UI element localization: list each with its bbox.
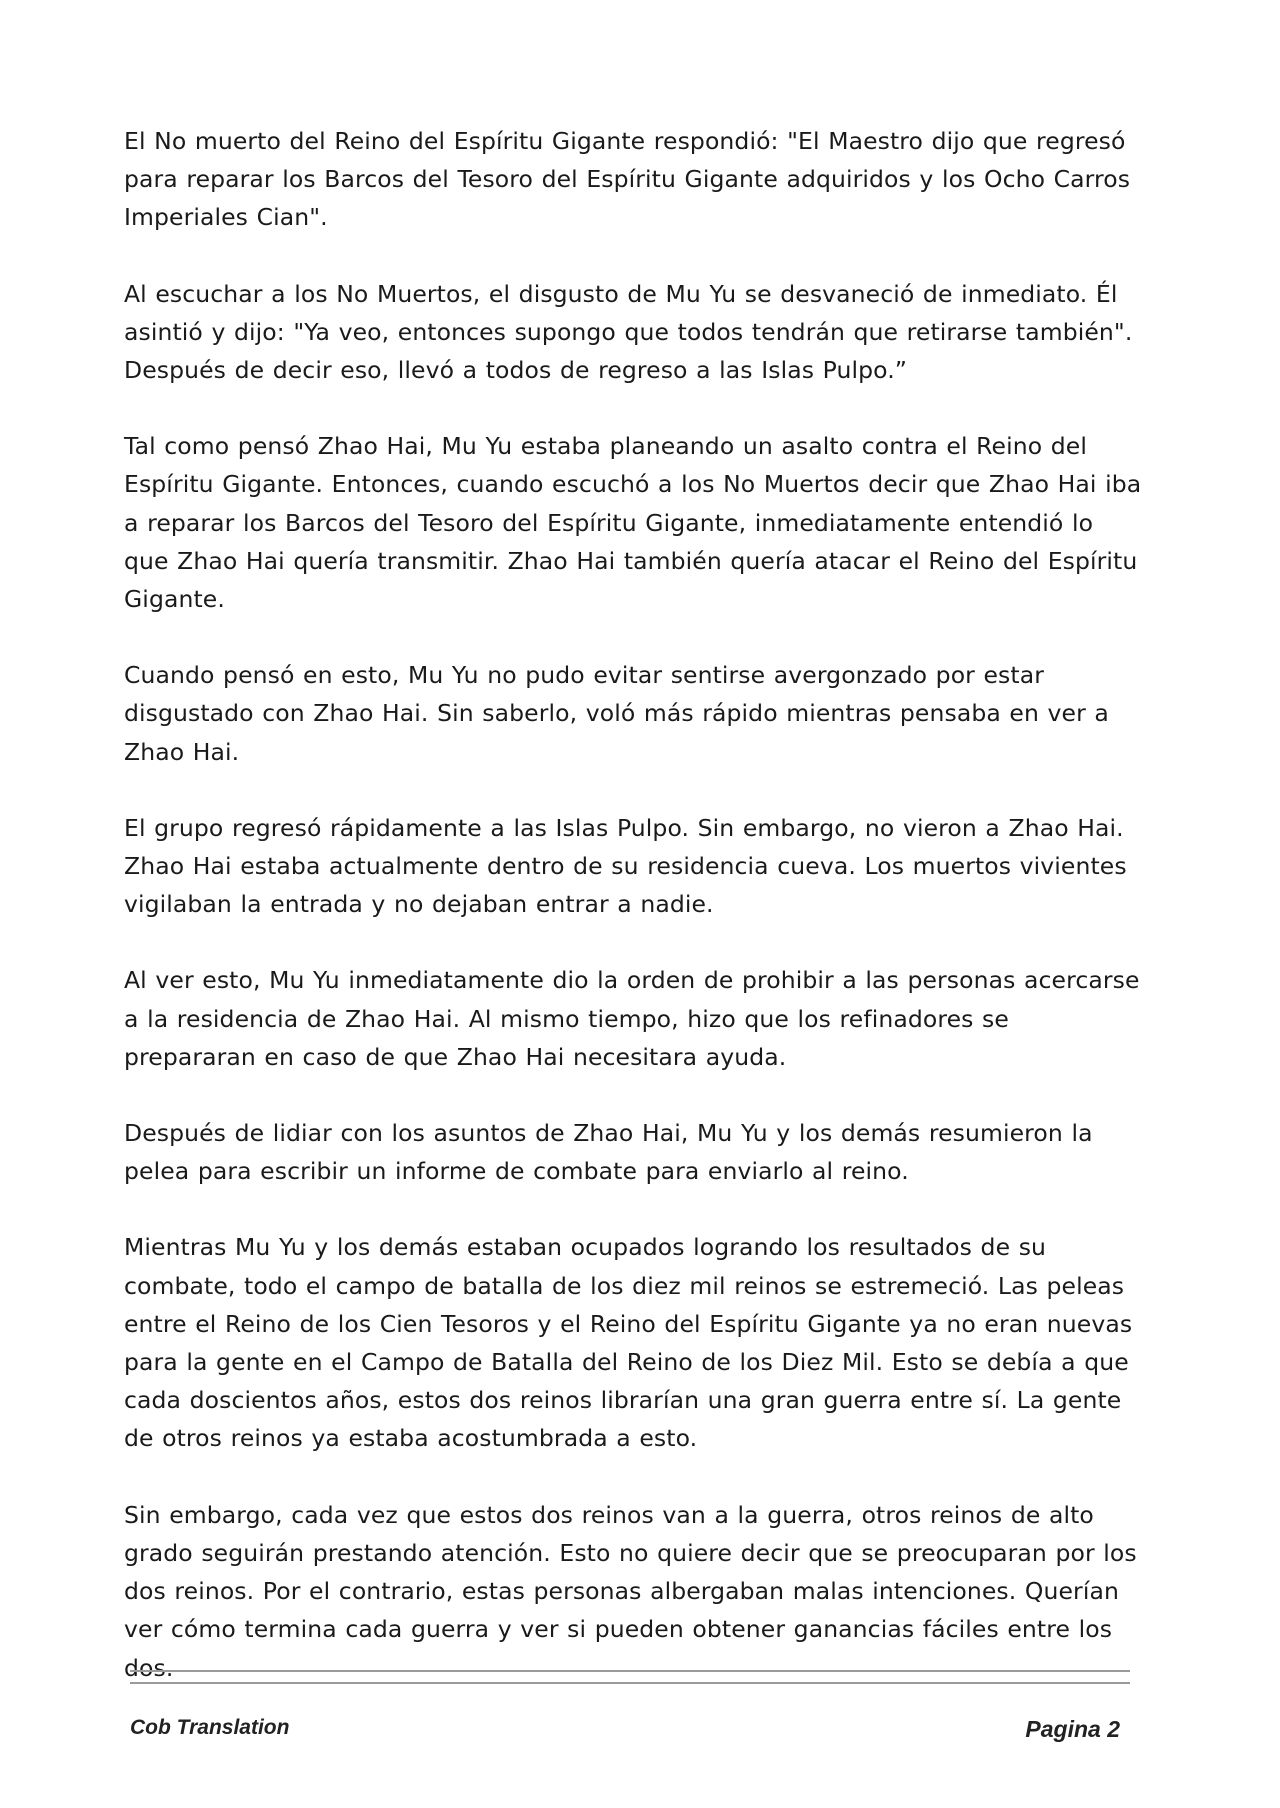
footer-divider	[130, 1670, 1130, 1684]
footer-rule-top	[130, 1670, 1130, 1672]
paragraph: El No muerto del Reino del Espíritu Gigante respondió: "El Maestro dijo que regresó para reparar los Barcos del Tesoro del Espíritu Gigante adquiridos y los Ocho Carros Imperiales Cian".	[124, 127, 1131, 232]
paragraph: Al ver esto, Mu Yu inmediatamente dio la orden de prohibir a las personas acercarse a la residencia de Zhao Hai. Al mismo tiempo, hizo que los refinadores se prepararan en caso de que Zhao Hai necesitara ayuda.	[124, 966, 1140, 1071]
paragraph: Cuando pensó en esto, Mu Yu no pudo evitar sentirse avergonzado por estar disgustado con Zhao Hai. Sin saberlo, voló más rápido mientras pensaba en ver a Zhao Hai.	[124, 661, 1109, 766]
paragraph: Después de lidiar con los asuntos de Zhao Hai, Mu Yu y los demás resumieron la pelea para escribir un informe de combate para enviarlo al reino.	[124, 1119, 1093, 1186]
paragraph: Al escuchar a los No Muertos, el disgusto de Mu Yu se desvaneció de inmediato. Él asintió y dijo: "Ya veo, entonces supongo que todos tendrán que retirarse también". Después de decir eso, llevó a todos de regreso a las Islas Pulpo.”	[124, 279, 1133, 385]
footer-page-number: Pagina 2	[1025, 1716, 1120, 1742]
paragraph: Sin embargo, cada vez que estos dos reinos van a la guerra, otros reinos de alto grado seguirán prestando atención. Esto no quiere decir que se preocuparan por los dos reinos. Por el contrario, estas personas albergaban malas intenciones. Querían ver cómo termina cada guerra y ver si pueden obtener ganancias fáciles entre los dos.	[124, 1500, 1137, 1682]
paragraph: Mientras Mu Yu y los demás estaban ocupados logrando los resultados de su combate, todo el campo de batalla de los diez mil reinos se estremeció. Las peleas entre el Reino de los Cien Tesoros y el Reino del Espíritu Gigante ya no eran nuevas para la gente en el Campo de Batalla del Reino de los Diez Mil. Esto se debía a que cada doscientos años, estos dos reinos librarían una gran guerra entre sí. La gente de otros reinos ya estaba acostumbrada a esto.	[124, 1233, 1133, 1453]
paragraph: El grupo regresó rápidamente a las Islas Pulpo. Sin embargo, no vieron a Zhao Hai. Zhao Hai estaba actualmente dentro de su residencia cueva. Los muertos vivientes vigilaban la entrada y no dejaban entrar a nadie.	[124, 813, 1127, 919]
paragraph: Tal como pensó Zhao Hai, Mu Yu estaba planeando un asalto contra el Reino del Espíritu Gigante. Entonces, cuando escuchó a los No Muertos decir que Zhao Hai iba a reparar los Barcos del Tesoro del Espíritu Gigante, inmediatamente entendió lo que Zhao Hai quería transmitir. Zhao Hai también quería atacar el Reino del Espíritu Gigante.	[124, 432, 1142, 614]
footer-translator-credit: Cob Translation	[130, 1716, 290, 1739]
footer-rule-bottom	[130, 1682, 1130, 1684]
document-body	[124, 122, 1144, 1725]
